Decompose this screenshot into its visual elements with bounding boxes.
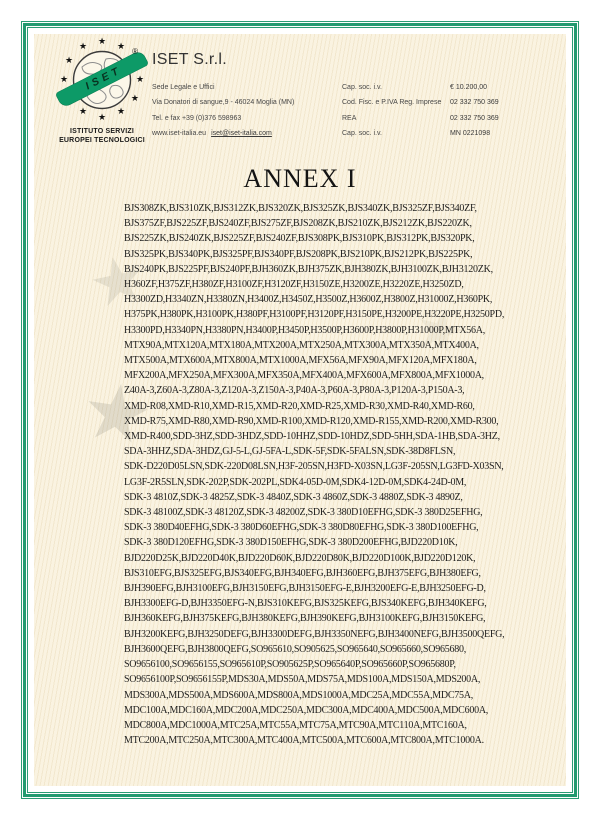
certificate-frame xyxy=(21,21,579,799)
model-codes-line: MDS300A,MDS500A,MDS600A,MDS800A,MDS1000A,MDC25A,MDC55A,MDC75A, xyxy=(124,689,473,701)
watermark-star-icon: ★ xyxy=(82,239,154,323)
model-codes-line: BJS310EFG,BJS325EFG,BJS340EFG,BJH340EFG,BJH360EFG,BJH375EFG,BJH380EFG, xyxy=(124,567,481,579)
model-codes-line: SO9656100,SO9656155,SO965610P,SO905625P,SO965640P,SO965660P,SO965680P, xyxy=(124,659,456,671)
logo-caption-line1: ISTITUTO SERVIZI xyxy=(69,128,134,135)
model-codes-line: BJH3200KEFG,BJH3250DEFG,BJH3300DEFG,BJH3350NEFG,BJH3400NEFG,BJH3500QEFG, xyxy=(124,628,505,640)
model-codes-line: BJH360KEFG,BJH375KEFG,BJH380KEFG,BJH390KEFG,BJH3100KEFG,BJH3150KEFG, xyxy=(124,613,486,625)
iset-logo-text: ISET xyxy=(83,63,125,93)
email-link[interactable]: iset@iset-italia.com xyxy=(211,129,272,137)
letterhead xyxy=(152,50,558,144)
model-codes-line: BJH3600QEFG,BJH3800QEFG,SO965610,SO905625,SO965640,SO965660,SO965680, xyxy=(124,643,466,655)
model-code-list xyxy=(124,201,505,748)
company-info-grid xyxy=(152,83,558,144)
model-codes-line: SDK-3 380D40EFHG,SDK-3 380D60EFHG,SDK-3 380D80EFHG,SDK-3 380D100EFHG, xyxy=(124,522,479,534)
iset-logo xyxy=(44,35,160,145)
registry-label: Cod. Fisc. e P.IVA Reg. Imprese xyxy=(342,99,442,107)
registry-label: Cap. soc. i.v. xyxy=(342,129,382,137)
model-codes-line: XMD-R08,XMD-R10,XMD-R15,XMD-R20,XMD-R25,XMD-R30,XMD-R40,XMD-R60, xyxy=(124,400,475,412)
model-codes-line: MDC100A,MDC160A,MDC200A,MDC250A,MDC300A,MDC400A,MDC500A,MDC600A, xyxy=(124,704,489,716)
model-codes-line: BJS225ZK,BJS240ZK,BJS225ZF,BJS240ZF,BJS308PK,BJS310PK,BJS312PK,BJS320PK, xyxy=(124,233,475,245)
star-icon: ★ xyxy=(130,92,139,103)
model-codes-line: MDC800A,MDC1000A,MTC25A,MTC55A,MTC75A,MTC90A,MTC110A,MTC160A, xyxy=(124,719,467,731)
star-icon: ★ xyxy=(116,40,126,51)
watermark-star-icon: ★ xyxy=(76,364,158,462)
star-icon: ★ xyxy=(78,40,88,51)
model-codes-line: MTC200A,MTC250A,MTC300A,MTC400A,MTC500A,MTC600A,MTC800A,MTC1000A. xyxy=(124,735,484,747)
registry-value: € 10.200,00 xyxy=(450,84,487,91)
registry-value: 02 332 750 369 xyxy=(450,99,499,107)
model-codes-line: SDK-D220D05LSN,SDK-220D08LSN,H3F-205SN,H3FD-X03SN,LG3F-205SN,LG3FD-X03SN, xyxy=(124,461,504,473)
registry-value: MN 0221098 xyxy=(450,129,491,137)
star-icon: ★ xyxy=(116,106,126,117)
model-codes-line: SDK-3 380D120EFHG,SDK-3 380D150EFHG,SDK-3 380D200EFHG,BJD220D10K, xyxy=(124,537,458,549)
model-codes-line: MTX500A,MTX600A,MTX800A,MTX1000A,MFX56A,MFX90A,MFX120A,MFX180A, xyxy=(124,355,477,367)
model-codes-line: BJH390EFG,BJH3100EFG,BJH3150EFG,BJH3150EFG-E,BJH3200EFG-E,BJH3250EFG-D, xyxy=(124,583,486,595)
model-codes-line: SDK-3 4810Z,SDK-3 4825Z,SDK-3 4840Z,SDK-3 4860Z,SDK-3 4880Z,SDK-3 4890Z, xyxy=(124,491,463,503)
model-codes-line: XMD-R75,XMD-R80,XMD-R90,XMD-R100,XMD-R120,XMD-R155,XMD-R200,XMD-R300, xyxy=(124,415,499,427)
model-codes-line: H3300PD,H3340PN,H3380PN,H3400P,H3450P,H3500P,H3600P,H3800P,H31000P,MTX56A, xyxy=(124,324,486,336)
star-icon: ★ xyxy=(78,106,88,117)
model-codes-line: BJH3300EFG-D,BJH3350EFG-N,BJS310KEFG,BJS325KEFG,BJS340KEFG,BJH340KEFG, xyxy=(124,598,487,610)
model-codes-line: SO9656100P,SO9656155P,MDS30A,MDS50A,MDS75A,MDS100A,MDS150A,MDS200A, xyxy=(124,674,481,686)
model-codes-line: Z40A-3,Z60A-3,Z80A-3,Z120A-3,Z150A-3,P40A-3,P60A-3,P80A-3,P120A-3,P150A-3, xyxy=(124,385,465,397)
registry-label: Cap. soc. i.v. xyxy=(342,84,382,91)
model-codes-line: BJS308ZK,BJS310ZK,BJS312ZK,BJS320ZK,BJS325ZK,BJS340ZK,BJS325ZF,BJS340ZF, xyxy=(124,203,477,214)
globe-stars-emblem xyxy=(59,35,145,122)
registry-value: 02 332 750 369 xyxy=(450,114,499,122)
model-codes-line: XMD-R400,SDD-3HZ,SDD-3HDZ,SDD-10HHZ,SDD-10HDZ,SDD-5HH,SDA-1HB,SDA-3HZ, xyxy=(124,431,500,443)
registered-trademark-icon: ® xyxy=(132,47,138,56)
star-icon: ★ xyxy=(135,73,145,84)
logo-caption xyxy=(44,128,160,145)
model-codes-line: SDK-3 48100Z,SDK-3 48120Z,SDK-3 48200Z,SDK-3 380D10EFHG,SDK-3 380D25EFHG, xyxy=(124,507,483,519)
website: www.iset-italia.eu xyxy=(152,129,207,137)
phone: Tel. e fax +39 (0)376 598963 xyxy=(152,114,242,122)
model-codes-line: BJD220D25K,BJD220D40K,BJD220D60K,BJD220D80K,BJD220D100K,BJD220D120K, xyxy=(124,552,476,564)
model-codes-line: MTX90A,MTX120A,MTX180A,MTX200A,MTX250A,MTX300A,MTX350A,MTX400A, xyxy=(124,339,479,351)
model-codes-line: LG3F-2R5SLN,SDK-202P,SDK-202PL,SDK4-05D-0M,SDK4-12D-0M,SDK4-24D-0M, xyxy=(124,476,467,488)
model-codes-line: BJS325PK,BJS340PK,BJS325PF,BJS340PF,BJS208PK,BJS210PK,BJS212PK,BJS225PK, xyxy=(124,248,473,260)
model-codes-line: H3300ZD,H3340ZN,H3380ZN,H3400Z,H3450Z,H3500Z,H3600Z,H3800Z,H31000Z,H360PK, xyxy=(124,294,493,306)
model-codes-line: BJS240PK,BJS225PF,BJS240PF,BJH360ZK,BJH375ZK,BJH380ZK,BJH3100ZK,BJH3120ZK, xyxy=(124,263,493,275)
registry-label: REA xyxy=(342,114,357,122)
logo-caption-line2: EUROPEI TECNOLOGICI xyxy=(59,136,145,144)
address-label: Sede Legale e Uffici xyxy=(152,84,215,91)
star-icon: ★ xyxy=(97,111,107,122)
model-codes-line: MFX200A,MFX250A,MFX300A,MFX350A,MFX400A,MFX600A,MFX800A,MFX1000A, xyxy=(124,370,484,382)
model-codes-line: H375PK,H380PK,H3100PK,H380PF,H3100PF,H3120PF,H3150PE,H3200PE,H3220PE,H3250PD, xyxy=(124,309,505,321)
star-icon: ★ xyxy=(65,54,74,65)
model-codes-line: SDA-3HHZ,SDA-3HDZ,GJ-5-L,GJ-5FA-L,SDK-5F,SDK-5FALSN,SDK-38D8FLSN, xyxy=(124,446,456,458)
model-codes-line: BJS375ZF,BJS225ZF,BJS240ZF,BJS275ZF,BJS208ZK,BJS210ZK,BJS212ZK,BJS220ZK, xyxy=(124,218,472,230)
watermark-star-icon: ★ xyxy=(407,292,474,369)
star-icon: ★ xyxy=(59,73,69,84)
web-contacts xyxy=(152,129,342,144)
annex-title: ANNEX I xyxy=(243,164,357,193)
company-name: ISET S.r.l. xyxy=(152,51,228,68)
model-codes-line: H360ZF,H375ZF,H380ZF,H3100ZF,H3120ZF,H3150ZE,H3200ZE,H3220ZE,H3250ZD, xyxy=(124,279,464,291)
address: Via Donatori di sangue,9 - 46024 Moglia (MN) xyxy=(152,99,295,107)
certificate-panel xyxy=(34,34,566,786)
star-icon: ★ xyxy=(97,35,107,46)
